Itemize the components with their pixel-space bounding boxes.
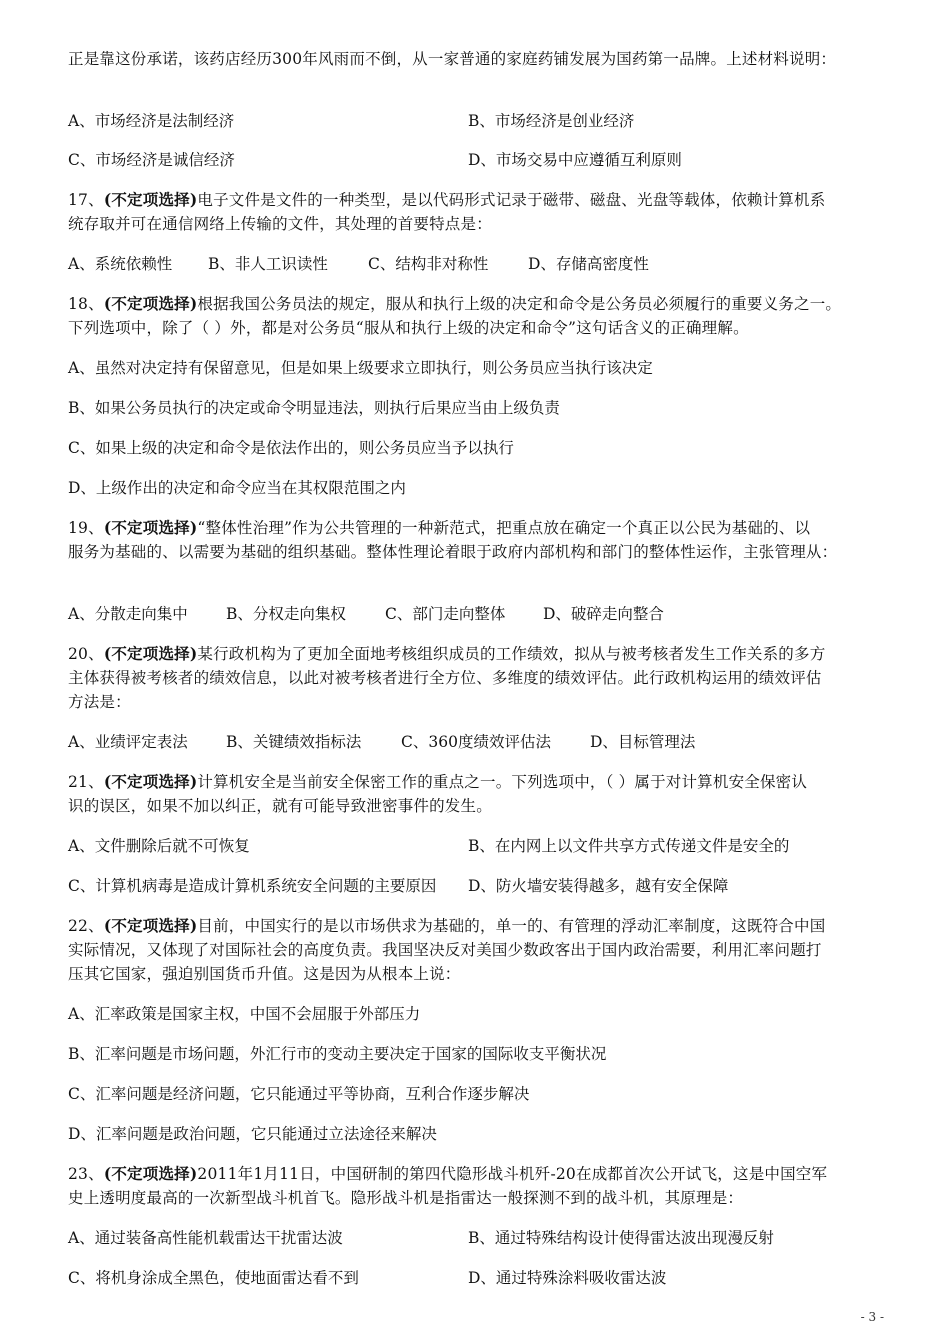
q18-option-b: B、如果公务员执行的决定或命令明显违法，则执行后果应当由上级负责 xyxy=(68,399,560,417)
q18-option-d: D、上级作出的决定和命令应当在其权限范围之内 xyxy=(68,479,406,497)
q18-option-a: A、虽然对决定持有保留意见，但是如果上级要求立即执行，则公务员应当执行该决定 xyxy=(68,359,653,377)
q21-number: 21、 xyxy=(68,773,104,791)
q17-option-b: B、非人工识读性 xyxy=(208,255,328,273)
q23-option-d: D、通过特殊涂料吸收雷达波 xyxy=(468,1269,667,1287)
q18-stem-line2: 下列选项中，除了（ ）外，都是对公务员“服从和执行上级的决定和命令”这句话含义的正确理解。 xyxy=(68,319,749,337)
q20-stem-line1 xyxy=(68,644,888,664)
q21-type-tag: (不定项选择) xyxy=(103,772,198,791)
q23-stem-line1 xyxy=(68,1164,888,1184)
q23-option-a: A、通过装备高性能机载雷达干扰雷达波 xyxy=(68,1229,343,1247)
q22-option-a: A、汇率政策是国家主权，中国不会屈服于外部压力 xyxy=(68,1005,421,1023)
q22-option-b: B、汇率问题是市场问题，外汇行市的变动主要决定于国家的国际收支平衡状况 xyxy=(68,1045,607,1063)
q21-stem-line1 xyxy=(68,772,888,792)
q16-option-c: C、市场经济是诚信经济 xyxy=(68,151,235,169)
q21-stem-text: 计算机安全是当前安全保密工作的重点之一。下列选项中，（ ）属于对计算机安全保密认 xyxy=(197,773,808,791)
q18-type-tag: (不定项选择) xyxy=(103,294,198,313)
q21-option-a: A、文件删除后就不可恢复 xyxy=(68,837,250,855)
q20-stem-line3: 方法是： xyxy=(68,693,131,711)
q21-option-b: B、在内网上以文件共享方式传递文件是安全的 xyxy=(468,837,790,855)
q23-option-b: B、通过特殊结构设计使得雷达波出现漫反射 xyxy=(468,1229,774,1247)
q17-type-tag: (不定项选择) xyxy=(103,190,198,209)
q16-option-b: B、市场经济是创业经济 xyxy=(468,112,635,130)
q18-stem-text: 根据我国公务员法的规定，服从和执行上级的决定和命令是公务员必须履行的重要义务之一。 xyxy=(197,295,842,313)
q23-number: 23、 xyxy=(68,1165,104,1183)
q23-type-tag: (不定项选择) xyxy=(103,1164,198,1183)
q22-option-d: D、汇率问题是政治问题，它只能通过立法途径来解决 xyxy=(68,1125,437,1143)
q16-option-a: A、市场经济是法制经济 xyxy=(68,112,235,130)
page-number: - 3 - xyxy=(860,1310,884,1324)
q20-stem-line2: 主体获得被考核者的绩效信息，以此对被考核者进行全方位、多维度的绩效评估。此行政机构运用的绩效评估 xyxy=(68,669,822,687)
q22-number: 22、 xyxy=(68,917,104,935)
q20-option-d: D、目标管理法 xyxy=(590,733,696,751)
q18-option-c: C、如果上级的决定和命令是依法作出的，则公务员应当予以执行 xyxy=(68,439,514,457)
q20-option-a: A、业绩评定表法 xyxy=(68,733,188,751)
q22-stem-line3: 压其它国家，强迫别国货币升值。这是因为从根本上说： xyxy=(68,965,461,983)
q23-option-c: C、将机身涂成全黑色，使地面雷达看不到 xyxy=(68,1269,359,1287)
q19-option-a: A、分散走向集中 xyxy=(68,605,188,623)
q17-number: 17、 xyxy=(68,191,104,209)
q17-stem-text: 电子文件是文件的一种类型，是以代码形式记录于磁带、磁盘、光盘等载体，依赖计算机系 xyxy=(197,191,826,209)
q16-text-tail: 正是靠这份承诺，该药店经历300年风雨而不倒，从一家普通的家庭药铺发展为国药第一品牌。上述材料说明： xyxy=(68,50,837,68)
q19-number: 19、 xyxy=(68,519,104,537)
q17-option-d: D、存储高密度性 xyxy=(528,255,649,273)
q22-stem-text: 目前，中国实行的是以市场供求为基础的，单一的、有管理的浮动汇率制度，这既符合中国 xyxy=(197,917,826,935)
q22-stem-line2: 实际情况，又体现了对国际社会的高度负责。我国坚决反对美国少数政客出于国内政治需要，利用汇率问题打 xyxy=(68,941,822,959)
q18-number: 18、 xyxy=(68,295,104,313)
q20-stem-text: 某行政机构为了更加全面地考核组织成员的工作绩效，拟从与被考核者发生工作关系的多方 xyxy=(197,645,826,663)
q22-type-tag: (不定项选择) xyxy=(103,916,198,935)
q18-stem-line1 xyxy=(68,294,888,314)
q17-option-a: A、系统依赖性 xyxy=(68,255,173,273)
q17-option-c: C、结构非对称性 xyxy=(368,255,489,273)
q19-option-d: D、破碎走向整合 xyxy=(543,605,664,623)
q20-number: 20、 xyxy=(68,645,104,663)
q19-option-b: B、分权走向集权 xyxy=(226,605,346,623)
q22-stem-line1 xyxy=(68,916,888,936)
q19-stem-line1 xyxy=(68,518,888,538)
q20-option-b: B、关键绩效指标法 xyxy=(226,733,362,751)
q17-stem-line1 xyxy=(68,190,888,210)
q20-type-tag: (不定项选择) xyxy=(103,644,198,663)
q20-option-c: C、360度绩效评估法 xyxy=(401,733,551,751)
q19-option-c: C、部门走向整体 xyxy=(385,605,506,623)
q21-option-d: D、防火墙安装得越多，越有安全保障 xyxy=(468,877,729,895)
q16-option-d: D、市场交易中应遵循互利原则 xyxy=(468,151,682,169)
q17-stem-line2: 统存取并可在通信网络上传输的文件，其处理的首要特点是： xyxy=(68,215,492,233)
q19-stem-text: “整体性治理”作为公共管理的一种新范式，把重点放在确定一个真正以公民为基础的、以 xyxy=(197,519,811,537)
q22-option-c: C、汇率问题是经济问题，它只能通过平等协商，互利合作逐步解决 xyxy=(68,1085,530,1103)
q23-stem-line2: 史上透明度最高的一次新型战斗机首飞。隐形战斗机是指雷达一般探测不到的战斗机，其原理是： xyxy=(68,1189,744,1207)
q21-option-c: C、计算机病毒是造成计算机系统安全问题的主要原因 xyxy=(68,877,437,895)
q19-type-tag: (不定项选择) xyxy=(103,518,198,537)
q19-stem-line2: 服务为基础的、以需要为基础的组织基础。整体性理论着眼于政府内部机构和部门的整体性运作，主张管理从： xyxy=(68,543,838,561)
q23-stem-text: 2011年1月11日，中国研制的第四代隐形战斗机歼-20在成都首次公开试飞，这是中国空军 xyxy=(197,1165,828,1183)
q21-stem-line2: 识的误区，如果不加以纠正，就有可能导致泄密事件的发生。 xyxy=(68,797,492,815)
